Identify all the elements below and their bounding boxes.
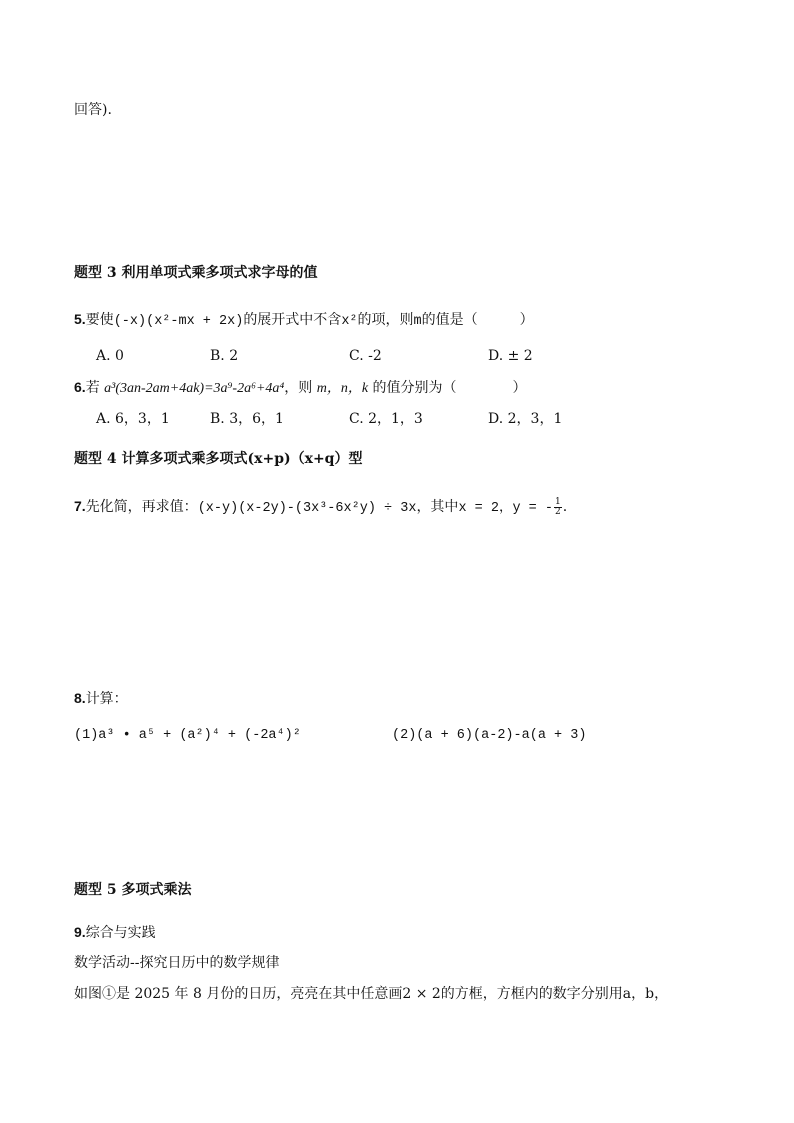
question-5-option-a[interactable]: A. 0	[96, 348, 124, 364]
question-8-text: 计算：	[85, 691, 128, 707]
question-7-number: 7.	[74, 498, 86, 514]
question-5	[74, 309, 534, 332]
question-9-heading	[74, 922, 156, 943]
question-5-option-c[interactable]: C. -2	[349, 348, 382, 364]
question-6-text-after: ，则	[284, 380, 317, 396]
question-5-expression: (-x)(x²-mx + 2x)	[113, 314, 244, 329]
question-6-text-end: 的值分别为（ ）	[368, 380, 527, 396]
question-8-part-2: (2)(a + 6)(a-2)-a(a + 3)	[392, 728, 587, 743]
question-9-line-1: 综合与实践	[85, 925, 156, 941]
question-6-variables: m，n，k	[316, 381, 369, 396]
question-7-text-before: 先化简，再求值：	[85, 499, 198, 515]
question-8	[74, 688, 128, 709]
question-7-text-mid: ，其中	[416, 499, 459, 515]
question-5-number: 5.	[74, 311, 86, 327]
question-6-expression: a³(3an-2am+4ak)=3a⁹-2a⁶+4a⁴	[104, 381, 285, 396]
question-7-end: .	[562, 499, 568, 515]
question-6-option-d[interactable]: D. 2，3，1	[488, 411, 563, 427]
question-6-option-a[interactable]: A. 6，3，1	[96, 411, 170, 427]
question-7-condition: x = 2，y = -	[458, 501, 553, 516]
question-5-text-end: 的值是（ ）	[421, 312, 534, 328]
question-8-part-1: (1)a³ • a⁵ + (a²)⁴ + (-2a⁴)²	[74, 728, 301, 743]
fraction-numerator: 1	[554, 496, 561, 507]
question-5-option-b[interactable]: B. 2	[210, 348, 239, 364]
question-6	[74, 377, 527, 399]
question-5-option-d[interactable]: D. ± 2	[488, 348, 533, 364]
question-7-fraction	[554, 498, 562, 517]
question-6-option-b[interactable]: B. 3，6，1	[210, 411, 284, 427]
section-5-title: 题型 5 多项式乘法	[74, 882, 192, 898]
question-6-text-before: 若	[85, 380, 105, 396]
question-7	[74, 496, 567, 519]
previous-answer-tail: 回答).	[74, 102, 112, 118]
question-5-term: x²	[341, 314, 358, 329]
section-3-title: 题型 3 利用单项式乘多项式求字母的值	[74, 265, 318, 281]
question-5-text-after: 的项，则	[357, 312, 414, 328]
question-8-number: 8.	[74, 690, 86, 706]
question-9-line-2: 数学活动--探究日历中的数学规律	[74, 955, 280, 971]
question-6-option-c[interactable]: C. 2，1，3	[349, 411, 423, 427]
question-5-text-mid: 的展开式中不含	[243, 312, 342, 328]
section-4-title: 题型 4 计算多项式乘多项式(x+p)（x+q）型	[74, 451, 363, 467]
question-6-number: 6.	[74, 379, 86, 395]
question-5-variable: m	[413, 314, 422, 329]
question-7-expression: (x-y)(x-2y)-(3x³-6x²y) ÷ 3x	[197, 501, 417, 516]
question-9-number: 9.	[74, 924, 86, 940]
question-5-text-before: 要使	[85, 312, 114, 328]
fraction-denominator: 2	[554, 506, 561, 517]
question-9-line-3: 如图①是 2025 年 8 月份的日历，亮亮在其中任意画2 × 2的方框，方框内的数字分别用a，b，	[74, 986, 669, 1002]
